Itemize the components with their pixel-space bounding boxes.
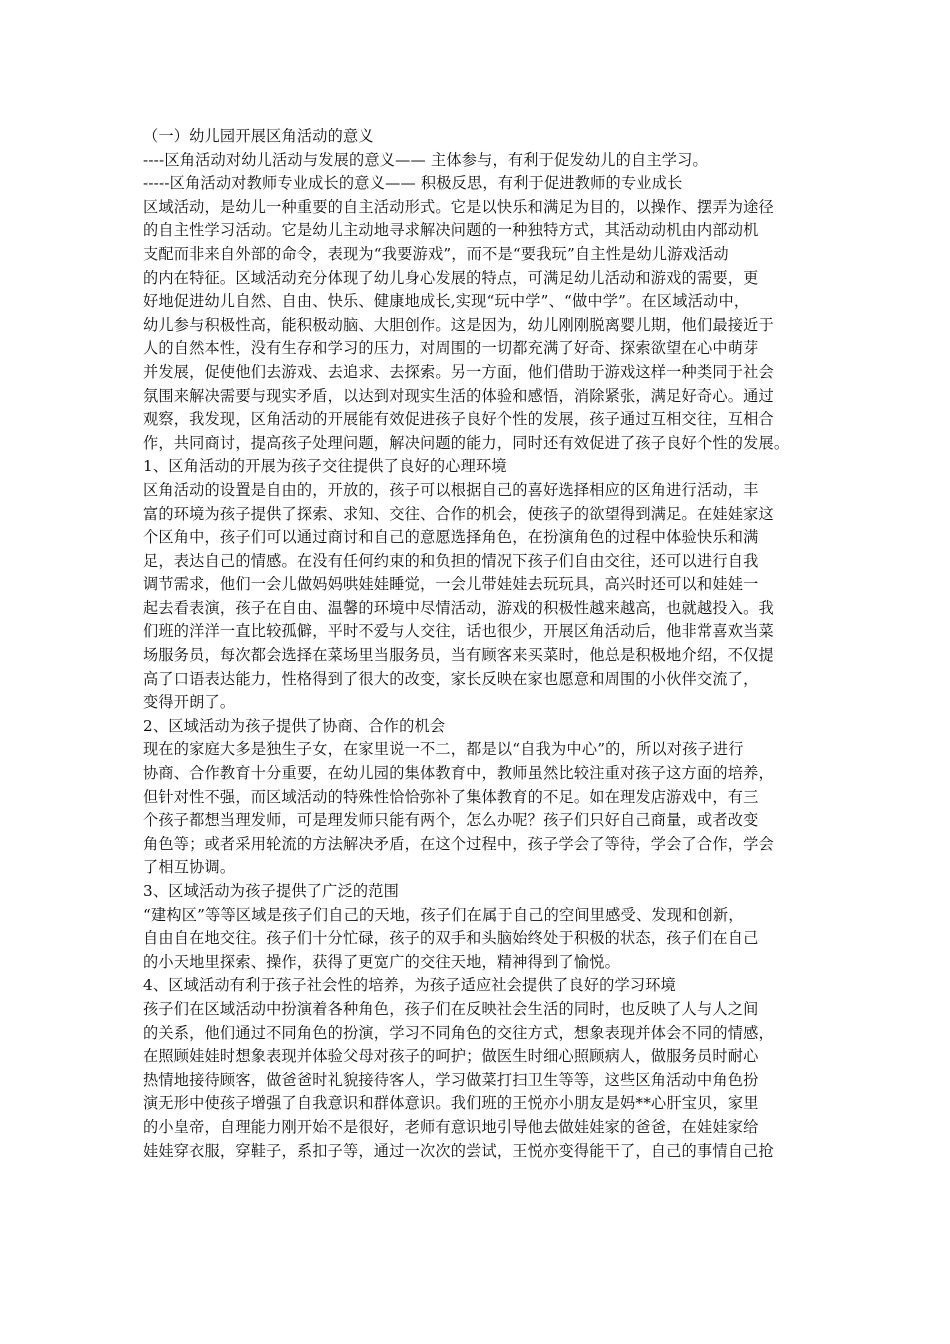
text-line: 足，表达自己的情感。在没有任何约束的和负担的情况下孩子们自由交往，还可以进行自我 xyxy=(143,551,759,570)
text-line: 的内在特征。区域活动充分体现了幼儿身心发展的特点，可满足幼儿活动和游戏的需要，更 xyxy=(143,268,759,287)
text-line: 孩子们在区域活动中扮演着各种角色，孩子们在反映社会生活的同时，也反映了人与人之间 xyxy=(143,999,759,1018)
text-line: （一）幼儿园开展区角活动的意义 xyxy=(143,127,374,145)
text-line: 2、区域活动为孩子提供了协商、合作的机会 xyxy=(143,716,446,735)
text-line: 幼儿参与积极性高，能积极动脑、大胆创作。这是因为，幼儿刚刚脱离婴儿期，他们最接近于 xyxy=(143,315,774,334)
text-line: 作，共同商讨，提高孩子处理问题，解决问题的能力，同时还有效促进了孩子良好个性的发展。 xyxy=(143,433,790,452)
text-line: 区域活动，是幼儿一种重要的自主活动形式。它是以快乐和满足为目的，以操作、摆弄为途径 xyxy=(143,197,774,216)
text-line: 自由自在地交往。孩子们十分忙碌，孩子的双手和头脑始终处于积极的状态，孩子们在自己 xyxy=(143,929,759,948)
text-line: 个区角中，孩子们可以通过商讨和自己的意愿选择角色，在扮演角色的过程中体验快乐和满 xyxy=(143,528,759,547)
text-line: 氛围来解决需要与现实矛盾，以达到对现实生活的体验和感悟，消除紧张，满足好奇心。通过 xyxy=(143,386,774,405)
text-line: 高了口语表达能力，性格得到了很大的改变，家长反映在家也愿意和周围的小伙伴交流了， xyxy=(143,669,759,688)
text-line: 们班的洋洋一直比较孤僻，平时不爱与人交往，话也很少，开展区角活动后，他非常喜欢当菜 xyxy=(143,622,774,641)
text-line: 演无形中使孩子增强了自我意识和群体意识。我们班的王悦亦小朋友是妈**心肝宝贝，家里 xyxy=(143,1094,759,1113)
text-line: ----区角活动对幼儿活动与发展的意义—— 主体参与，有利于促发幼儿的自主学习。 xyxy=(143,150,708,169)
text-line: 好地促进幼儿自然、自由、快乐、健康地成长,实现“玩中学”、“做中学”。在区域活动中， xyxy=(143,292,750,311)
text-line: 区角活动的设置是自由的，开放的，孩子可以根据自己的喜好选择相应的区角进行活动，丰 xyxy=(143,480,759,499)
text-line: 调节需求，他们一会儿做妈妈哄娃娃睡觉，一会儿带娃娃去玩玩具，高兴时还可以和娃娃一 xyxy=(143,575,759,594)
text-line: 的自主性学习活动。它是幼儿主动地寻求解决问题的一种独特方式，其活动动机由内部动机 xyxy=(143,221,759,240)
text-line: -----区角活动对教师专业成长的意义—— 积极反思，有利于促进教师的专业成长 xyxy=(143,174,683,193)
text-line: 起去看表演，孩子在自由、温馨的环境中尽情活动，游戏的积极性越来越高，也就越投入。我 xyxy=(143,598,774,617)
text-line: 人的自然本性，没有生存和学习的压力，对周围的一切都充满了好奇、探索欲望在心中萌芽 xyxy=(143,339,759,358)
text-line: 富的环境为孩子提供了探索、求知、交往、合作的机会，使孩子的欲望得到满足。在娃娃家这 xyxy=(143,504,774,523)
text-line: 3、区域活动为孩子提供了广泛的范围 xyxy=(143,882,400,900)
text-line: 热情地接待顾客，做爸爸时礼貌接待客人，学习做菜打扫卫生等等，这些区角活动中角色扮 xyxy=(143,1070,759,1089)
text-line: 的关系，他们通过不同角色的扮演，学习不同角色的交往方式，想象表现并体会不同的情感， xyxy=(143,1023,774,1042)
text-line: 1、区角活动的开展为孩子交往提供了良好的心理环境 xyxy=(143,457,507,476)
text-line: 并发展，促使他们去游戏、去追求、去探索。另一方面，他们借助于游戏这样一种类同于社会 xyxy=(143,362,774,381)
text-line: 4、区域活动有利于孩子社会性的培养，为孩子适应社会提供了良好的学习环境 xyxy=(143,976,677,995)
text-line: 角色等；或者采用轮流的方法解决矛盾，在这个过程中，孩子学会了等待，学会了合作，学会 xyxy=(143,834,774,853)
text-line: “建构区”等等区域是孩子们自己的天地，孩子们在属于自己的空间里感受、发现和创新， xyxy=(143,905,744,924)
text-line: 协商、合作教育十分重要，在幼儿园的集体教育中，教师虽然比较注重对孩子这方面的培养， xyxy=(143,764,774,783)
text-line: 支配而非来自外部的命令，表现为“我要游戏”，而不是“要我玩”自主性是幼儿游戏活动 xyxy=(143,244,729,263)
text-line: 在照顾娃娃时想象表现并体验父母对孩子的呵护；做医生时细心照顾病人，做服务员时耐心 xyxy=(143,1047,759,1066)
text-line: 观察，我发现，区角活动的开展能有效促进孩子良好个性的发展，孩子通过互相交往，互相合 xyxy=(143,410,774,429)
text-line: 但针对性不强，而区域活动的特殊性恰恰弥补了集体教育的不足。如在理发店游戏中，有三 xyxy=(143,787,759,806)
document-body xyxy=(143,125,823,1163)
text-line: 的小天地里探索、操作，获得了更宽广的交往天地，精神得到了愉悦。 xyxy=(143,952,621,971)
text-line: 了相互协调。 xyxy=(143,858,236,877)
text-line: 个孩子都想当理发师，可是理发师只能有两个，怎么办呢？孩子们只好自己商量，或者改变 xyxy=(143,811,759,830)
text-line: 变得开朗了。 xyxy=(143,693,236,712)
text-line: 现在的家庭大多是独生子女，在家里说一不二，都是以“自我为中心”的，所以对孩子进行 xyxy=(143,740,744,759)
text-line: 场服务员，每次都会选择在菜场里当服务员，当有顾客来买菜时，他总是积极地介绍，不仅提 xyxy=(143,646,774,665)
text-line: 的小皇帝，自理能力刚开始不是很好，老师有意识地引导他去做娃娃家的爸爸，在娃娃家给 xyxy=(143,1117,759,1136)
text-line: 娃娃穿衣服，穿鞋子，系扣子等，通过一次次的尝试，王悦亦变得能干了，自己的事情自己抢 xyxy=(143,1141,774,1160)
